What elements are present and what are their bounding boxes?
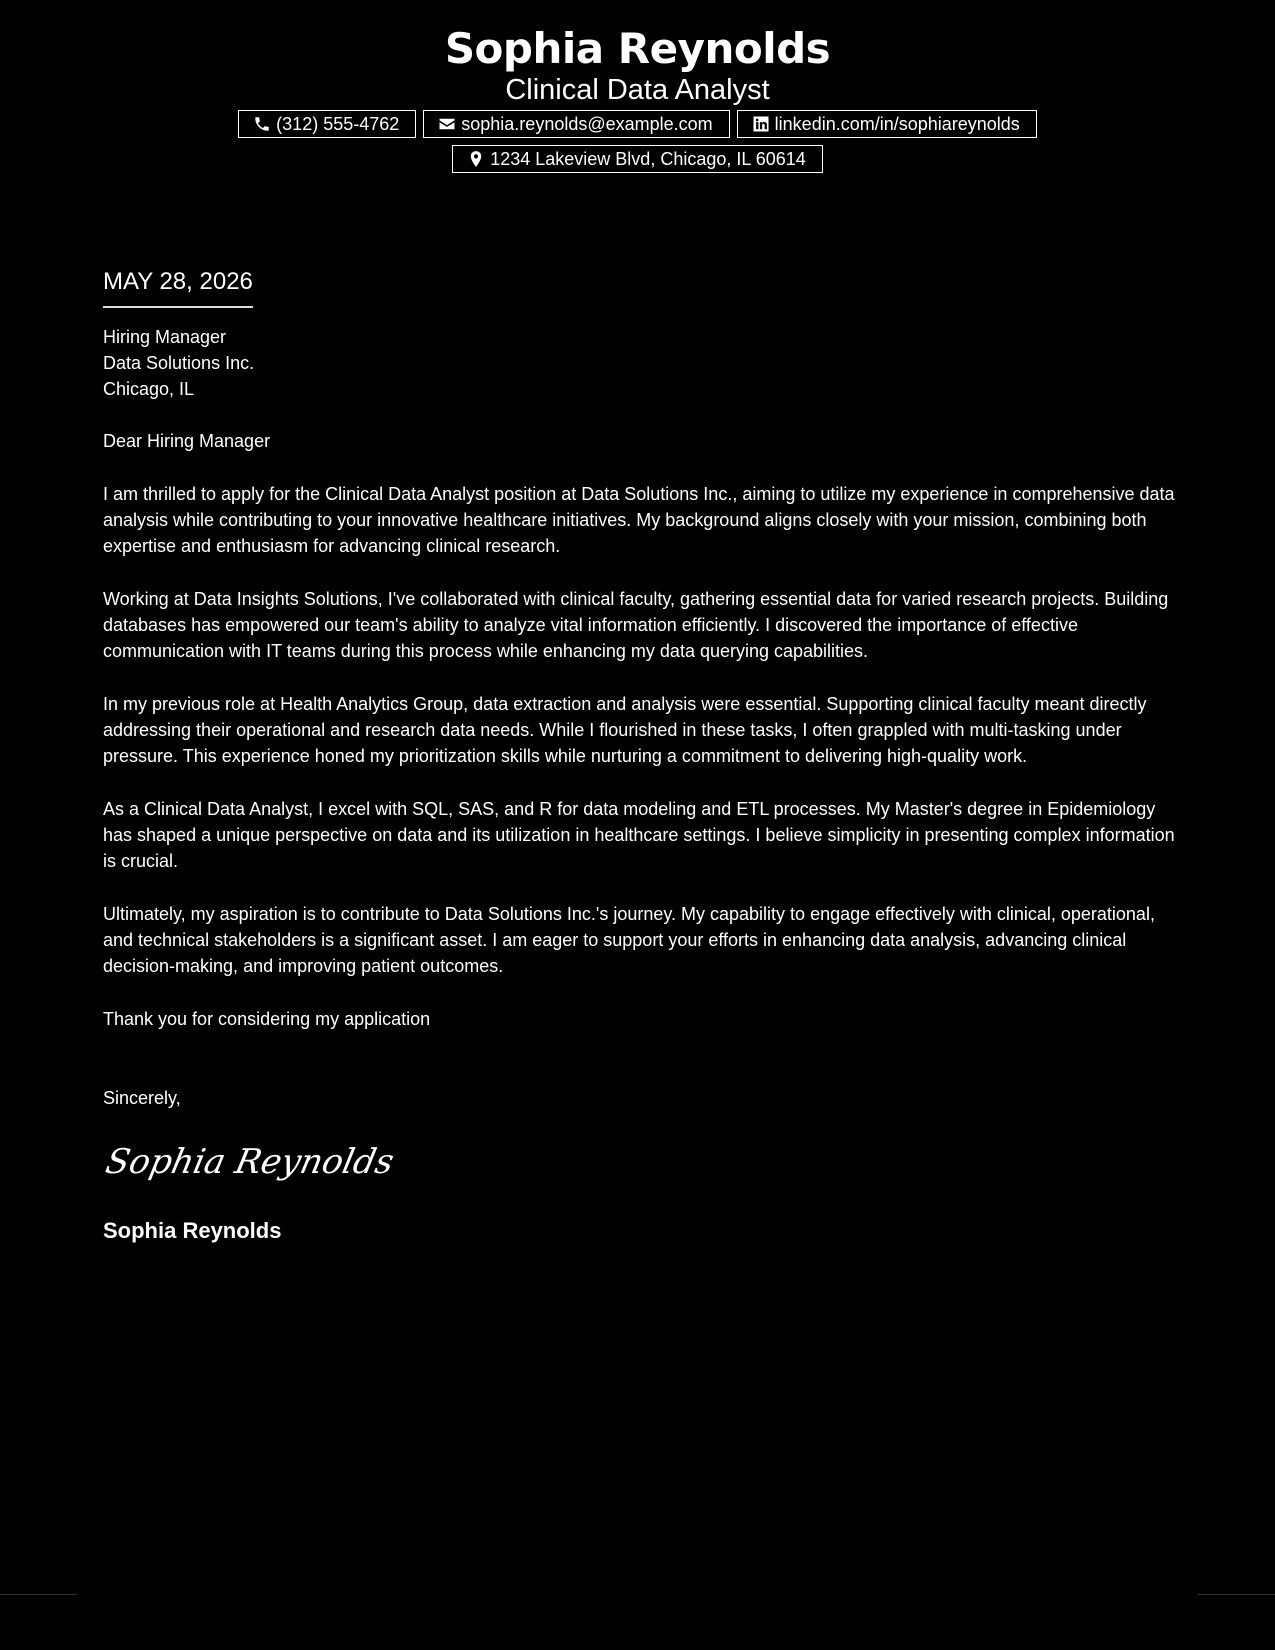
body-paragraph: I am thrilled to apply for the Clinical Data Analyst position at Data Solutions Inc., aiming to utilize my experience in comprehensive data analysis while contributing to your innovative healthcare initiatives. My background aligns closely with your mission, combining both expertise and enthusiasm for advancing clinical research. [103,484,1175,556]
recipient-line: Chicago, IL [103,379,195,399]
applicant-title: Clinical Data Analyst [505,74,770,106]
linkedin-chip[interactable] [737,110,1037,138]
contact-bar [178,110,1098,173]
letter-body [103,428,1175,1032]
letter-date: MAY 28, 2026 [103,262,253,308]
applicant-name: Sophia Reynolds [444,24,831,73]
recipient-block [103,324,1175,402]
phone-icon [253,115,271,133]
email-chip[interactable] [423,110,729,138]
recipient-line: Hiring Manager [103,327,227,347]
linkedin-icon [752,115,770,133]
letter-header [0,0,1275,173]
letter-content [103,262,1175,1244]
footer-divider [0,1594,77,1595]
signer-name: Sophia Reynolds [103,1218,282,1243]
closing: Sincerely, [103,1088,181,1108]
salutation: Dear Hiring Manager [103,431,271,451]
handwritten-signature [102,1131,1175,1196]
svg-text:Sophia Reynolds: Sophia Reynolds [102,1142,398,1182]
map-pin-icon [467,150,485,168]
address-chip [452,145,823,173]
envelope-icon [438,115,456,133]
thank-you-line: Thank you for considering my application [103,1009,431,1029]
body-paragraph: Ultimately, my aspiration is to contribute to Data Solutions Inc.'s journey. My capability to engage effectively with clinical, operational, and technical stakeholders is a significant asset. I am eager to support your efforts in enhancing data analysis, advancing clinical decision-making, and improving patient outcomes. [103,904,1155,976]
address-text: 1234 Lakeview Blvd, Chicago, IL 60614 [490,148,806,169]
recipient-line: Data Solutions Inc. [103,353,255,373]
body-paragraph: In my previous role at Health Analytics Group, data extraction and analysis were essential. Supporting clinical faculty meant directly addressing their operational and research data needs. While I flourished in these tasks, I often grappled with multi-tasking under pressure. This experience honed my prioritization skills while nurturing a commitment to delivering high-quality work. [103,694,1147,766]
signature-image [102,1131,398,1191]
footer-divider [1198,1594,1275,1595]
body-paragraph: Working at Data Insights Solutions, I've collaborated with clinical faculty, gathering essential data for varied research projects. Building databases has empowered our team's ability to analyze vital information efficiently. I discovered the importance of effective communication with IT teams during this process while enhancing my data querying capabilities. [103,589,1169,661]
phone-text: (312) 555-4762 [276,113,400,134]
body-paragraph: As a Clinical Data Analyst, I excel with SQL, SAS, and R for data modeling and ETL processes. My Master's degree in Epidemiology has shaped a unique perspective on data and its utilization in healthcare settings. I believe simplicity in presenting complex information is crucial. [103,799,1175,871]
phone-chip[interactable] [238,110,416,138]
linkedin-text: linkedin.com/in/sophiareynolds [774,113,1020,134]
email-text: sophia.reynolds@example.com [461,113,713,134]
